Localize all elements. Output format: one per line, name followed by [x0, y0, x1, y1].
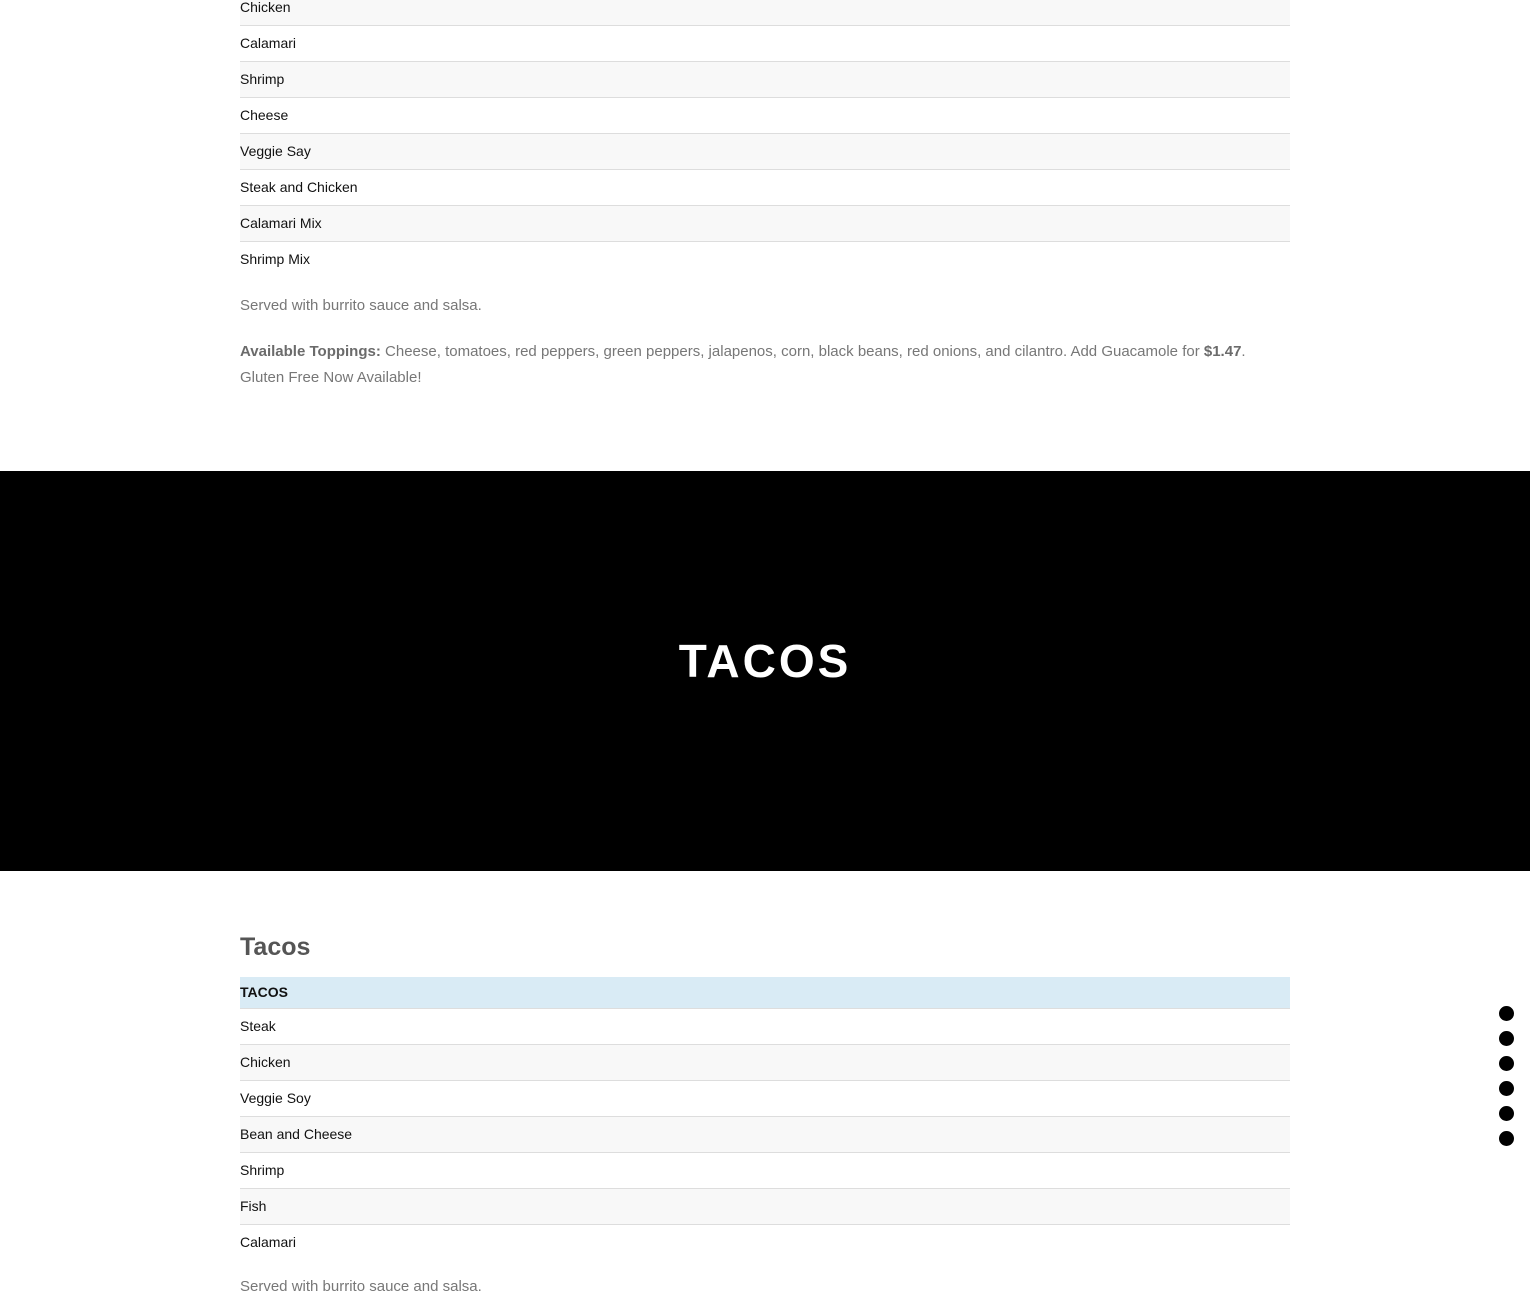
toppings-label: Available Toppings: [240, 343, 381, 360]
burrito-table [240, 0, 1290, 277]
table-row: Shrimp [240, 1153, 1290, 1189]
table-row: Bean and Cheese [240, 1117, 1290, 1153]
hero-title: TACOS [678, 635, 852, 687]
toppings-note [240, 339, 1290, 391]
section-title: Tacos [240, 933, 311, 961]
table-row: Steak and Chicken [240, 170, 1290, 206]
table-row: Veggie Soy [240, 1081, 1290, 1117]
dot-nav-icon[interactable] [1499, 1031, 1514, 1046]
tacos-list [240, 977, 1290, 1260]
guacamole-price: $1.47 [1203, 343, 1242, 360]
dot-nav-icon[interactable] [1499, 1056, 1514, 1071]
tacos-hero-banner [0, 471, 1530, 871]
table-header: TACOS [240, 977, 1290, 1009]
table-row: Chicken [240, 0, 1290, 26]
table-row: Calamari [240, 1234, 297, 1250]
toppings-end: . [1241, 343, 1246, 360]
dot-nav-icon[interactable] [1499, 1131, 1514, 1146]
burrito-list [240, 0, 1290, 277]
table-row: Calamari [240, 26, 1290, 62]
section-dot-nav [1499, 1006, 1517, 1156]
served-note: Served with burrito sauce and salsa. [240, 297, 482, 314]
dot-nav-icon[interactable] [1499, 1106, 1514, 1121]
table-row: Calamari Mix [240, 206, 1290, 242]
toppings-text: Cheese, tomatoes, red peppers, green peppers, jalapenos, corn, black beans, red onions, and cilantro. Add Guacamole for [380, 343, 1204, 360]
dot-nav-icon[interactable] [1499, 1006, 1514, 1021]
table-row: Chicken [240, 1045, 1290, 1081]
gluten-free-note: Gluten Free Now Available! [240, 369, 422, 386]
tacos-table [240, 977, 1290, 1260]
table-row: Veggie Say [240, 134, 1290, 170]
table-row: Cheese [240, 98, 1290, 134]
table-row: Steak [240, 1009, 1290, 1045]
dot-nav-icon[interactable] [1499, 1081, 1514, 1096]
served-note: Served with burrito sauce and salsa. [240, 1278, 482, 1295]
table-row: Fish [240, 1189, 1290, 1225]
table-row: Shrimp [240, 62, 1290, 98]
table-row: Shrimp Mix [240, 251, 311, 267]
